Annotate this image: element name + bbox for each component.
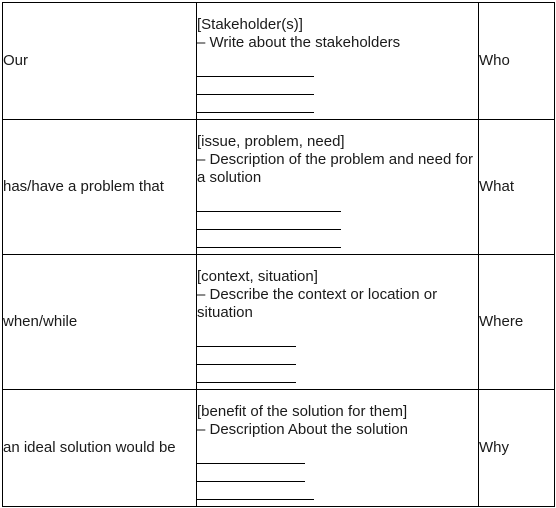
blank-line[interactable] (197, 482, 314, 500)
row-label-cell (3, 3, 197, 120)
row-key-cell (479, 390, 555, 507)
row-body-cell (197, 255, 479, 390)
row-label: when/while (3, 313, 78, 330)
row-label-cell (3, 390, 197, 507)
problem-statement-table (2, 2, 555, 507)
row-key-cell (479, 255, 555, 390)
row-label-cell (3, 120, 197, 255)
row-description: – Description About the solution (197, 420, 408, 438)
table-row-why (3, 390, 555, 507)
row-description: – Describe the context or location or situation (197, 285, 438, 321)
blank-line[interactable] (197, 329, 296, 347)
row-description: – Write about the stakeholders (197, 33, 401, 51)
table-row-what (3, 120, 555, 255)
row-body-cell (197, 120, 479, 255)
row-heading: [context, situation] (197, 267, 318, 285)
row-label-cell (3, 255, 197, 390)
blank-line[interactable] (197, 59, 314, 77)
row-label: Our (3, 52, 29, 69)
blank-line[interactable] (197, 95, 314, 113)
row-label: an ideal solution would be (3, 439, 176, 456)
row-key: Why (479, 439, 509, 456)
blank-line[interactable] (197, 446, 305, 464)
row-key-cell (479, 3, 555, 120)
blank-line[interactable] (197, 77, 314, 95)
table-row-who (3, 3, 555, 120)
blank-line[interactable] (197, 212, 341, 230)
blank-line[interactable] (197, 194, 341, 212)
row-key: Where (479, 313, 524, 330)
blank-lines (197, 446, 478, 500)
blank-line[interactable] (197, 347, 296, 365)
blank-lines (197, 329, 478, 383)
row-body-cell (197, 3, 479, 120)
row-description: – Description of the problem and need for a solution (197, 150, 473, 186)
row-label: has/have a problem that (3, 178, 164, 195)
table-row-where (3, 255, 555, 390)
blank-lines (197, 59, 478, 113)
blank-line[interactable] (197, 464, 305, 482)
blank-lines (197, 194, 478, 248)
row-heading: [benefit of the solution for them] (197, 402, 408, 420)
blank-line[interactable] (197, 365, 296, 383)
row-heading: [issue, problem, need] (197, 132, 345, 150)
row-body-cell (197, 390, 479, 507)
row-key-cell (479, 120, 555, 255)
blank-line[interactable] (197, 230, 341, 248)
row-key: Who (479, 52, 510, 69)
row-heading: [Stakeholder(s)] (197, 15, 303, 33)
row-key: What (479, 178, 515, 195)
